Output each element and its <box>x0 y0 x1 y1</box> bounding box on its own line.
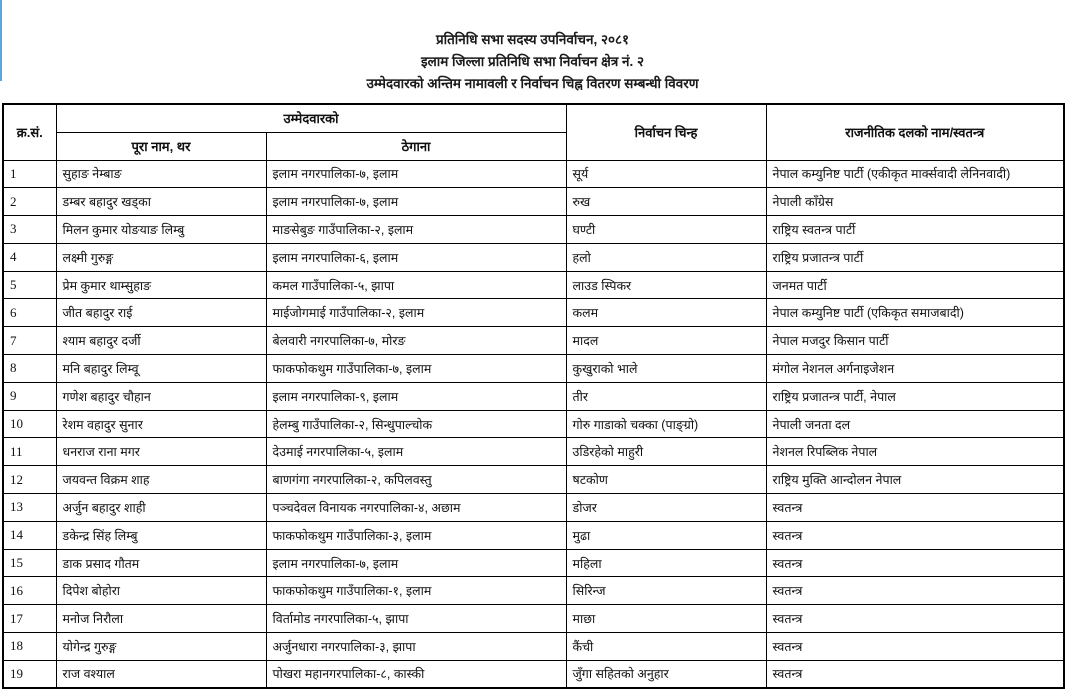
cell-serial-number: 7 <box>3 327 56 355</box>
cell-party-name: स्वतन्त्र <box>766 605 1064 633</box>
cell-party-name: नेपाली काँग्रेस <box>766 188 1064 216</box>
cell-election-symbol: कैंची <box>566 633 766 661</box>
cell-party-name: नेपाल कम्युनिष्ट पार्टी (एकीकृत मार्क्सवादी लेनिनवादी) <box>766 160 1064 188</box>
cell-candidate-address: विर्तामोड नगरपालिका-५, झापा <box>266 605 566 633</box>
title-line-2: इलाम जिल्ला प्रतिनिधि सभा निर्वाचन क्षेत्र नं. २ <box>420 54 645 69</box>
cell-candidate-name: मनोज निरौला <box>56 605 266 633</box>
cell-party-name: नेपाल मजदुर किसान पार्टी <box>766 327 1064 355</box>
cell-candidate-address: फाकफोकथुम गाउँपालिका-७, इलाम <box>266 355 566 383</box>
cell-party-name: नेपाल कम्युनिष्ट पार्टी (एकिकृत समाजबादी) <box>766 299 1064 327</box>
cell-candidate-name: डम्बर बहादुर खड्का <box>56 188 266 216</box>
cell-party-name: स्वतन्त्र <box>766 494 1064 522</box>
cell-election-symbol: लाउड स्पिकर <box>566 271 766 299</box>
header-candidate-group: उम्मेदवारको <box>56 104 566 132</box>
cell-party-name: स्वतन्त्र <box>766 549 1064 577</box>
table-body <box>3 160 1064 688</box>
cell-candidate-address: हेलम्बु गाउँपालिका-२, सिन्धुपाल्चोक <box>266 410 566 438</box>
cell-serial-number: 6 <box>3 299 56 327</box>
cell-party-name: राष्ट्रिय प्रजातन्त्र पार्टी, नेपाल <box>766 382 1064 410</box>
cell-election-symbol: तीर <box>566 382 766 410</box>
cell-candidate-address: पञ्चदेवल विनायक नगरपालिका-४, अछाम <box>266 494 566 522</box>
cell-election-symbol: गोरु गाडाको चक्का (पाङ्ग्रो) <box>566 410 766 438</box>
cell-candidate-name: डाक प्रसाद गौतम <box>56 549 266 577</box>
cell-party-name: राष्ट्रिय प्रजातन्त्र पार्टी <box>766 243 1064 271</box>
cell-party-name: नेपाली जनता दल <box>766 410 1064 438</box>
table-row <box>3 633 1064 661</box>
cell-election-symbol: सिरिन्ज <box>566 577 766 605</box>
cell-candidate-address: पोखरा महानगरपालिका-८, कास्की <box>266 660 566 688</box>
cell-election-symbol: कुखुराको भाले <box>566 355 766 383</box>
table-row <box>3 243 1064 271</box>
cell-candidate-address: कमल गाउँपालिका-५, झापा <box>266 271 566 299</box>
cell-serial-number: 15 <box>3 549 56 577</box>
table-row <box>3 549 1064 577</box>
table-row <box>3 160 1064 188</box>
cell-candidate-address: इलाम नगरपालिका-७, इलाम <box>266 188 566 216</box>
cell-candidate-address: देउमाई नगरपालिका-५, इलाम <box>266 438 566 466</box>
cell-candidate-name: प्रेम कुमार थाम्सुहाङ <box>56 271 266 299</box>
table-header <box>3 104 1064 160</box>
cell-candidate-name: सुहाङ नेम्बाङ <box>56 160 266 188</box>
cell-serial-number: 5 <box>3 271 56 299</box>
cell-serial-number: 13 <box>3 494 56 522</box>
cell-election-symbol: मादल <box>566 327 766 355</box>
table-row <box>3 299 1064 327</box>
cell-serial-number: 14 <box>3 521 56 549</box>
cell-election-symbol: माछा <box>566 605 766 633</box>
cell-party-name: स्वतन्त्र <box>766 577 1064 605</box>
title-line-1: प्रतिनिधि सभा सदस्य उपनिर्वाचन, २०८१ <box>435 32 630 47</box>
table-row <box>3 188 1064 216</box>
cell-party-name: स्वतन्त्र <box>766 633 1064 661</box>
cell-candidate-name: डकेन्द्र सिंह लिम्बु <box>56 521 266 549</box>
cell-election-symbol: डोजर <box>566 494 766 522</box>
cell-candidate-address: इलाम नगरपालिका-६, इलाम <box>266 243 566 271</box>
cell-candidate-address: बेलवारी नगरपालिका-७, मोरङ <box>266 327 566 355</box>
document-title-block <box>0 29 1065 95</box>
cell-serial-number: 3 <box>3 216 56 244</box>
cell-serial-number: 8 <box>3 355 56 383</box>
table-row <box>3 355 1064 383</box>
cell-candidate-address: फाकफोकथुम गाउँपालिका-३, इलाम <box>266 521 566 549</box>
cell-candidate-name: श्याम बहादुर दर्जी <box>56 327 266 355</box>
table-row <box>3 382 1064 410</box>
candidates-table <box>2 103 1065 689</box>
header-address: ठेगाना <box>266 132 566 160</box>
table-row <box>3 494 1064 522</box>
cell-candidate-address: इलाम नगरपालिका-७, इलाम <box>266 549 566 577</box>
cell-serial-number: 19 <box>3 660 56 688</box>
cell-candidate-name: अर्जुन बहादुर शाही <box>56 494 266 522</box>
cell-candidate-name: जीत बहादुर राई <box>56 299 266 327</box>
cell-candidate-name: मनि बहादुर लिम्वू <box>56 355 266 383</box>
table-row <box>3 577 1064 605</box>
cell-candidate-address: इलाम नगरपालिका-७, इलाम <box>266 160 566 188</box>
cell-party-name: स्वतन्त्र <box>766 521 1064 549</box>
cell-candidate-name: जयवन्त विक्रम शाह <box>56 466 266 494</box>
table-row <box>3 271 1064 299</box>
cell-serial-number: 11 <box>3 438 56 466</box>
cell-candidate-name: मिलन कुमार योङयाङ लिम्बु <box>56 216 266 244</box>
cell-election-symbol: उडिरहेको माहुरी <box>566 438 766 466</box>
header-election-symbol: निर्वाचन चिन्ह <box>566 104 766 160</box>
cell-election-symbol: सूर्य <box>566 160 766 188</box>
cell-serial-number: 16 <box>3 577 56 605</box>
cell-serial-number: 18 <box>3 633 56 661</box>
table-row <box>3 327 1064 355</box>
header-full-name: पूरा नाम, थर <box>56 132 266 160</box>
cell-candidate-name: रेशम वहादुर सुनार <box>56 410 266 438</box>
table-row <box>3 216 1064 244</box>
cell-candidate-name: गणेश बहादुर चौहान <box>56 382 266 410</box>
table-row <box>3 438 1064 466</box>
cell-election-symbol: महिला <box>566 549 766 577</box>
cell-serial-number: 9 <box>3 382 56 410</box>
cell-party-name: नेशनल रिपब्लिक नेपाल <box>766 438 1064 466</box>
table-row <box>3 466 1064 494</box>
cell-party-name: मंगोल नेशनल अर्गनाइजेशन <box>766 355 1064 383</box>
cell-party-name: राष्ट्रिय स्वतन्त्र पार्टी <box>766 216 1064 244</box>
cell-election-symbol: षटकोण <box>566 466 766 494</box>
cell-serial-number: 1 <box>3 160 56 188</box>
header-serial-number: क्र.सं. <box>3 104 56 160</box>
cell-candidate-name: लक्ष्मी गुरुङ्ग <box>56 243 266 271</box>
table-row <box>3 605 1064 633</box>
cell-election-symbol: मुढा <box>566 521 766 549</box>
cell-party-name: स्वतन्त्र <box>766 660 1064 688</box>
table-row <box>3 410 1064 438</box>
cell-election-symbol: घण्टी <box>566 216 766 244</box>
cell-party-name: जनमत पार्टी <box>766 271 1064 299</box>
cell-serial-number: 10 <box>3 410 56 438</box>
table-row <box>3 660 1064 688</box>
title-line-3: उम्मेदवारको अन्तिम नामावली र निर्वाचन चिह्न वितरण सम्बन्धी विवरण <box>366 76 699 91</box>
cell-serial-number: 4 <box>3 243 56 271</box>
cell-election-symbol: कलम <box>566 299 766 327</box>
cell-election-symbol: जुँगा सहितको अनुहार <box>566 660 766 688</box>
cell-candidate-name: दिपेश बोहोरा <box>56 577 266 605</box>
cell-serial-number: 12 <box>3 466 56 494</box>
table-row <box>3 521 1064 549</box>
header-party-name: राजनीतिक दलको नाम/स्वतन्त्र <box>766 104 1064 160</box>
cell-candidate-address: माङसेबुङ गाउँपालिका-२, इलाम <box>266 216 566 244</box>
cell-serial-number: 2 <box>3 188 56 216</box>
cell-candidate-address: इलाम नगरपालिका-९, इलाम <box>266 382 566 410</box>
cell-candidate-address: माईजोगमाई गाउँपालिका-२, इलाम <box>266 299 566 327</box>
cell-election-symbol: हलो <box>566 243 766 271</box>
cell-candidate-name: राज वश्याल <box>56 660 266 688</box>
cell-party-name: राष्ट्रिय मुक्ति आन्दोलन नेपाल <box>766 466 1064 494</box>
cell-candidate-address: फाकफोकथुम गाउँपालिका-१, इलाम <box>266 577 566 605</box>
cell-candidate-address: बाणगंगा नगरपालिका-२, कपिलवस्तु <box>266 466 566 494</box>
cell-election-symbol: रुख <box>566 188 766 216</box>
cell-candidate-name: धनराज राना मगर <box>56 438 266 466</box>
cell-candidate-address: अर्जुनधारा नगरपालिका-३, झापा <box>266 633 566 661</box>
cell-serial-number: 17 <box>3 605 56 633</box>
cell-candidate-name: योगेन्द्र गुरुङ्ग <box>56 633 266 661</box>
